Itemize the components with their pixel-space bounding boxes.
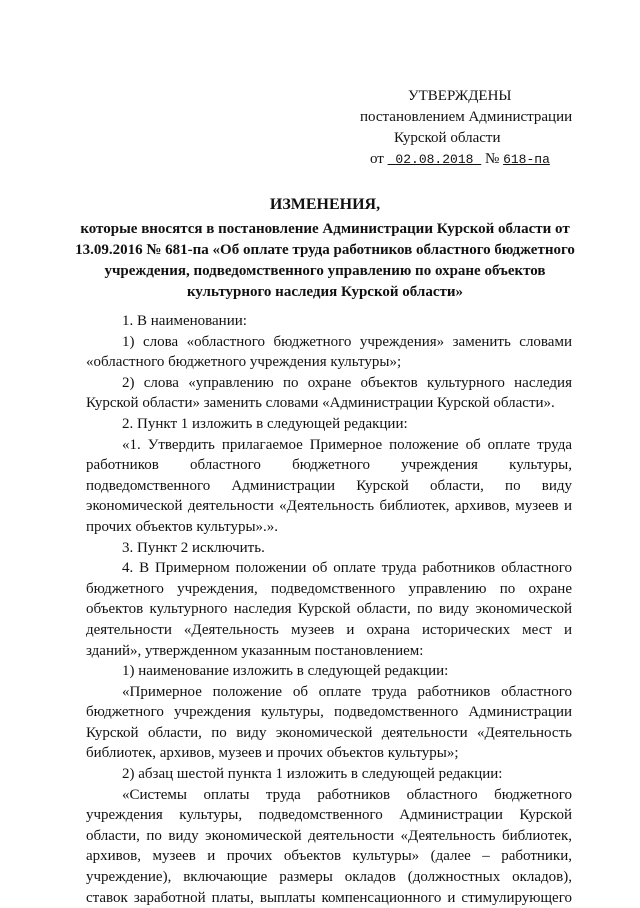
paragraph: 2) слова «управлению по охране объектов культурного наследия Курской области» заменить словами «Администрации Курской области». [86, 374, 572, 412]
decree-date: 02.08.2018 [395, 152, 474, 167]
paragraph: 1) слова «областного бюджетного учреждения» заменить словами «областного бюджетного учреждения культуры»; [86, 333, 572, 371]
number-label: № [485, 151, 500, 167]
document-body [86, 311, 572, 908]
paragraph: 4. В Примерном положении об оплате труда работников областного бюджетного учреждения, подведомственного управлению по охране объектов культурного наследия Курской области, по виду экономической деятельности «Деятельность музеев и охрана исторических мест и зданий», утвержденном указанным постановлением: [86, 560, 572, 659]
paragraph: 2) абзац шестой пункта 1 изложить в следующей редакции: [122, 766, 503, 783]
paragraph: «Системы оплаты труда работников областного бюджетного учреждения культуры, подведомственного Администрации Курской области, по виду экономической деятельности «Деятельность библиотек, архивов, музеев и прочих объектов культуры» (далее – работники, учреждение), включающие размеры окладов (должностных окладов), ставок заработной платы, выплаты компенсационного и стимулирующего [86, 786, 572, 906]
approved-label: УТВЕРЖДЕНЫ [408, 88, 512, 104]
approval-stamp [360, 86, 600, 170]
decree-label: постановлением Администрации [360, 109, 573, 125]
paragraph: «Примерное положение об оплате труда работников областного бюджетного учреждения культуры, подведомственного Администрации Курской области, по виду экономической деятельности «Деятельность библиотек, архивов, музеев и прочих объектов культуры»; [86, 683, 572, 762]
document-title [75, 194, 575, 303]
title-heading: ИЗМЕНЕНИЯ, [269, 196, 381, 213]
decree-date-line [360, 149, 600, 170]
paragraph: 3. Пункт 2 исключить. [122, 539, 265, 556]
from-label: от [370, 151, 384, 167]
paragraph: 1. В наименовании: [122, 313, 247, 329]
region-label: Курской области [394, 130, 501, 146]
paragraph: «1. Утвердить прилагаемое Примерное положение об оплате труда работников областного бюджетного учреждения культуры, подведомственного Администрации Курской области, по виду экономической деятельности «Деятельность библиотек, архивов, музеев и прочих объектов культуры».». [86, 436, 572, 535]
decree-number: 618-па [503, 152, 550, 167]
title-subtitle: которые вносятся в постановление Администрации Курской области от 13.09.2016 № 681-па «Об оплате труда работников областного бюджетного учреждения, подведомственного управлению по охране объектов культурного наследия Курской области» [75, 221, 575, 300]
paragraph: 2. Пункт 1 изложить в следующей редакции: [122, 415, 408, 432]
paragraph: 1) наименование изложить в следующей редакции: [122, 663, 449, 680]
